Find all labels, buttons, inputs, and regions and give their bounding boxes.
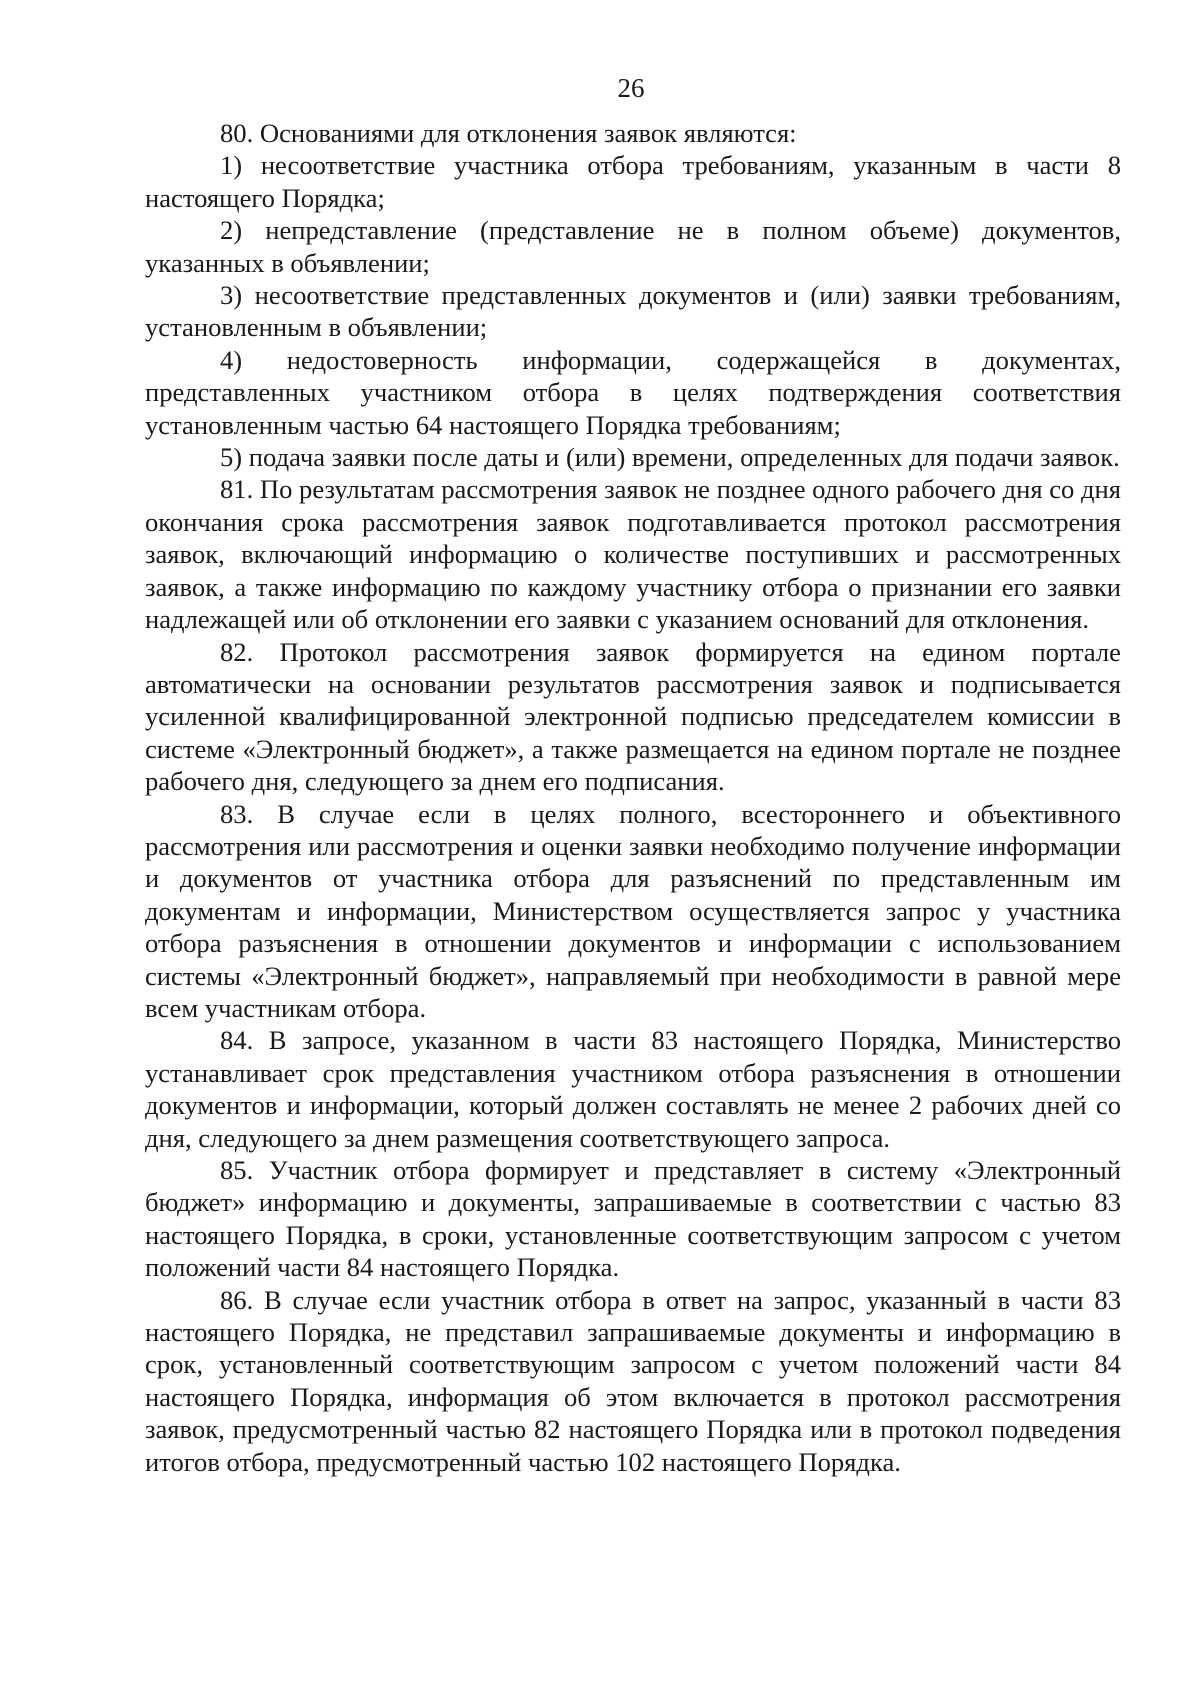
paragraph-80-item-3: 3) несоответствие представленных документов и (или) заявки требованиям, установленным в объявлении; <box>145 280 1121 343</box>
paragraph-80-item-1: 1) несоответствие участника отбора требованиям, указанным в части 8 настоящего Порядка; <box>145 150 1121 213</box>
document-body <box>145 117 1121 1478</box>
paragraph-84: 84. В запросе, указанном в части 83 настоящего Порядка, Министерство устанавливает срок представления участником отбора разъяснения в отношении документов и информации, который должен составлять не менее 2 рабочих дней со дня, следующего за днем размещения соответствующего запроса. <box>145 1025 1121 1153</box>
paragraph-83: 83. В случае если в целях полного, всестороннего и объективного рассмотрения или рассмотрения и оценки заявки необходимо получение информации и документов от участника отбора для разъяснений по представленным им документам и информации, Министерством осуществляется запрос у участника отбора разъяснения в отношении документов и информации с использованием системы «Электронный бюджет», направляемый при необходимости в равной мере всем участникам отбора. <box>145 798 1121 1023</box>
paragraph-80: 80. Основаниями для отклонения заявок являются: <box>220 118 797 148</box>
paragraph-80-item-2: 2) непредставление (представление не в полном объеме) документов, указанных в объявлении; <box>145 215 1121 278</box>
page-number: 26 <box>617 73 645 103</box>
paragraph-81: 81. По результатам рассмотрения заявок не позднее одного рабочего дня со дня окончания срока рассмотрения заявок подготавливается протокол рассмотрения заявок, включающий информацию о количестве поступивших и рассмотренных заявок, а также информацию по каждому участнику отбора о признании его заявки надлежащей или об отклонении его заявки с указанием оснований для отклонения. <box>145 474 1121 635</box>
paragraph-86: 86. В случае если участник отбора в ответ на запрос, указанный в части 83 настоящего Порядка, не представил запрашиваемые документы и информацию в срок, установленный соответствующим запросом с учетом положений части 84 настоящего Порядка, информация об этом включается в протокол рассмотрения заявок, предусмотренный частью 82 настоящего Порядка или в протокол подведения итогов отбора, предусмотренный частью 102 настоящего Порядка. <box>145 1284 1121 1477</box>
paragraph-80-item-4: 4) недостоверность информации, содержащейся в документах, представленных участником отбора в целях подтверждения соответствия установленным частью 64 настоящего Порядка требованиям; <box>145 344 1121 440</box>
paragraph-80-item-5: 5) подача заявки после даты и (или) времени, определенных для подачи заявок. <box>220 442 1120 473</box>
paragraph-82: 82. Протокол рассмотрения заявок формируется на едином портале автоматически на основании результатов рассмотрения заявок и подписывается усиленной квалифицированной электронной подписью председателем комиссии в системе «Электронный бюджет», а также размещается на едином портале не позднее рабочего дня, следующего за днем его подписания. <box>145 636 1121 797</box>
paragraph-85: 85. Участник отбора формирует и представляет в систему «Электронный бюджет» информацию и документы, запрашиваемые в соответствии с частью 83 настоящего Порядка, в сроки, установленные соответствующим запросом с учетом положений части 84 настоящего Порядка. <box>145 1155 1121 1283</box>
